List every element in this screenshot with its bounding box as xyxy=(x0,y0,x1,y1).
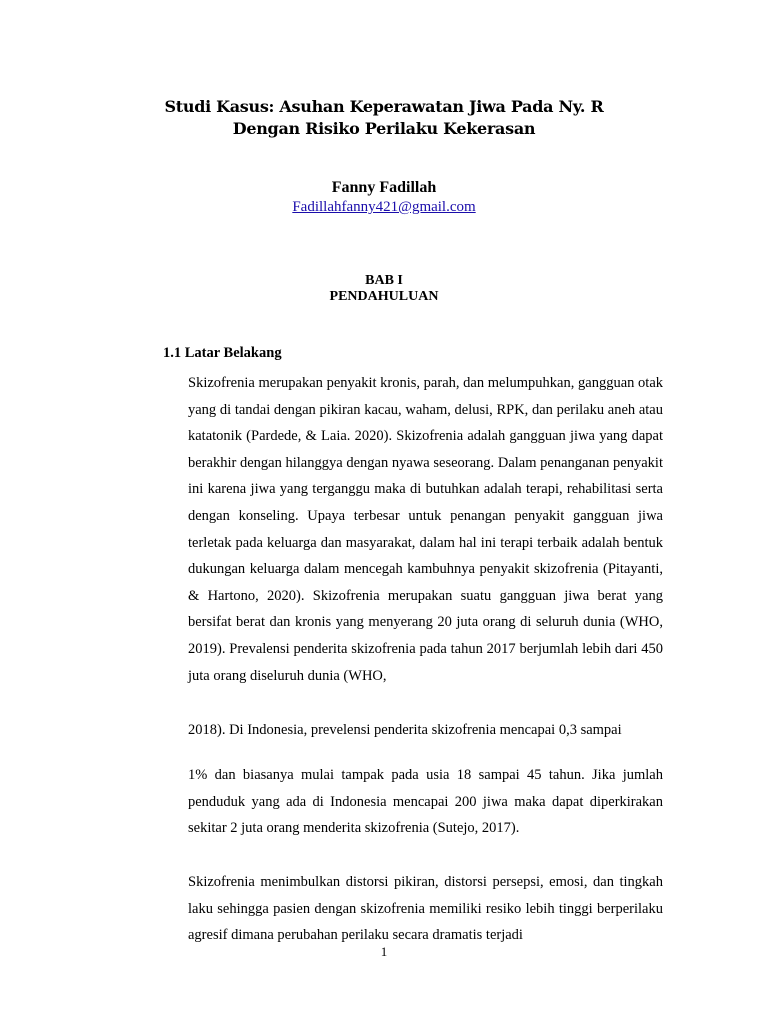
author-email-link[interactable]: Fadillahfanny421@gmail.com xyxy=(292,199,476,215)
chapter-number: BAB I xyxy=(365,273,403,288)
page-number: 1 xyxy=(380,944,388,959)
paragraph-4: Skizofrenia menimbulkan distorsi pikiran, distorsi persepsi, emosi, dan tingkah laku sehingga pasien dengan skizofrenia memiliki resiko lebih tinggi berperilaku agresif dimana perubahan perilaku secara dramatis terjadi xyxy=(188,874,663,944)
chapter-title: PENDAHULUAN xyxy=(329,289,439,304)
document-title-line-2: Dengan Risiko Perilaku Kekerasan xyxy=(232,119,536,138)
paragraph-1: Skizofrenia merupakan penyakit kronis, parah, dan melumpuhkan, gangguan otak yang di tandai dengan pikiran kacau, waham, delusi, RPK, dan perilaku aneh atau katatonik (Pardede, & Laia. 2020). Skizofrenia adalah gangguan jiwa yang dapat berakhir dengan hilanggya dengan nyawa seseorang. Dalam penanganan penyakit ini karena jiwa yang terganggu maka di butuhkan adalah terapi, rehabilitasi serta dengan konseling. Upaya terbesar untuk penangan penyakit gangguan jiwa terletak pada keluarga dan masyarakat, dalam hal ini terapi terbaik adalah bentuk dukungan keluarga dalam mencegah kambuhnya penyakit skizofrenia (Pitayanti, & Hartono, 2020). Skizofrenia merupakan suatu gangguan jiwa berat yang bersifat berat dan kronis yang menyerang 20 juta orang di seluruh dunia (WHO, 2019). Prevalensi penderita skizofrenia pada tahun 2017 berjumlah lebih dari 450 juta orang diseluruh dunia (WHO, xyxy=(188,375,663,684)
paragraph-2: 2018). Di Indonesia, prevelensi penderita skizofrenia mencapai 0,3 sampai xyxy=(188,722,622,738)
document-title-line-1: Studi Kasus: Asuhan Keperawatan Jiwa Pada Ny. R xyxy=(164,97,604,116)
section-heading: 1.1 Latar Belakang xyxy=(163,345,282,361)
author-name: Fanny Fadillah xyxy=(331,179,437,196)
paragraph-3: 1% dan biasanya mulai tampak pada usia 18 sampai 45 tahun. Jika jumlah penduduk yang ada di Indonesia mencapai 200 jiwa maka dapat diperkirakan sekitar 2 juta orang menderita skizofrenia (Sutejo, 2017). xyxy=(188,767,663,837)
